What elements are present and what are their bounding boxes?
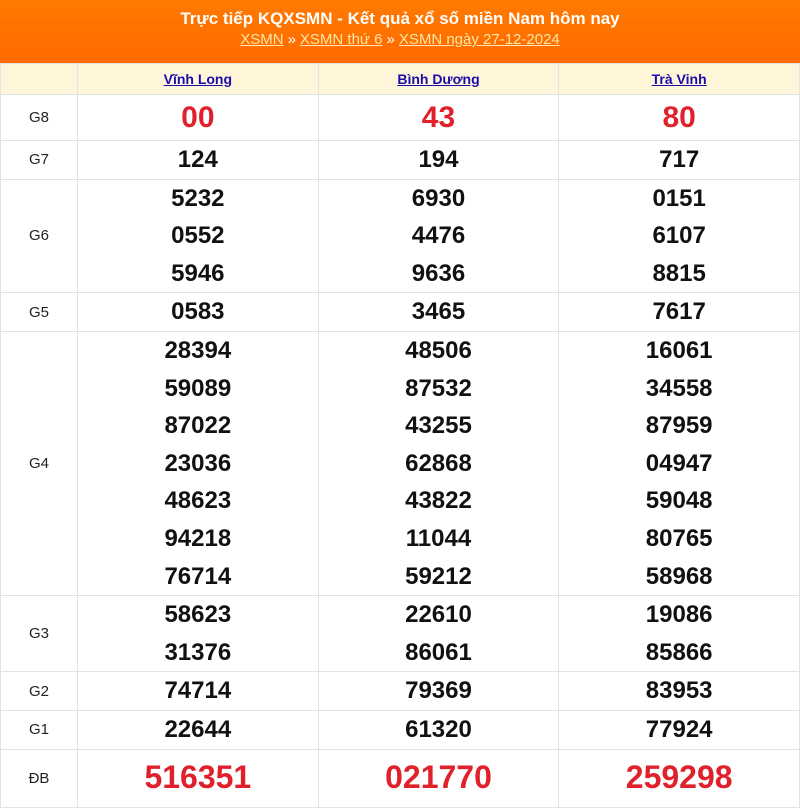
prize-row-g2 xyxy=(1,672,800,711)
prize-row-g8 xyxy=(1,95,800,141)
prize-number: 87022 xyxy=(164,412,232,440)
prize-number: 76714 xyxy=(164,562,232,590)
prize-cell xyxy=(78,141,319,180)
header-empty-cell xyxy=(1,64,78,95)
prize-number: 58623 xyxy=(164,601,232,629)
breadcrumb-xsmn-date[interactable]: XSMN ngày 27-12-2024 xyxy=(398,31,560,48)
prize-number: 85866 xyxy=(645,638,713,666)
prize-number: 0151 xyxy=(652,184,706,212)
prize-row-g6 xyxy=(1,179,800,293)
prize-cell xyxy=(559,293,800,332)
prize-number: 62868 xyxy=(405,449,472,477)
prize-number: 22610 xyxy=(405,601,472,629)
prize-number: 194 xyxy=(418,146,459,173)
prize-number: 34558 xyxy=(645,374,713,402)
prize-cell xyxy=(559,596,800,672)
prize-number: 19086 xyxy=(645,601,713,629)
prize-label: G1 xyxy=(1,710,78,749)
prize-number: 6107 xyxy=(652,222,706,250)
prize-cell xyxy=(78,749,319,807)
breadcrumb xyxy=(0,30,800,50)
prize-cell xyxy=(559,710,800,749)
prize-number: 04947 xyxy=(645,449,713,477)
prize-cell xyxy=(318,749,559,807)
prize-cell xyxy=(559,141,800,180)
prize-cell xyxy=(78,179,319,293)
prize-number: 43822 xyxy=(405,487,472,515)
prize-number: 00 xyxy=(181,100,215,134)
prize-number: 6930 xyxy=(411,184,466,212)
prize-label: G8 xyxy=(1,95,78,141)
prize-number: 9636 xyxy=(411,259,466,287)
prize-number: 11044 xyxy=(405,524,472,552)
prize-row-g1 xyxy=(1,710,800,749)
prize-cell xyxy=(559,749,800,807)
province-header xyxy=(78,64,319,95)
prize-number: 16061 xyxy=(645,336,713,364)
prize-cell xyxy=(559,672,800,711)
prize-cell xyxy=(78,672,319,711)
prize-number: 48623 xyxy=(164,487,232,515)
prize-number: 87959 xyxy=(645,412,713,440)
prize-number: 59089 xyxy=(164,374,232,402)
breadcrumb-xsmn[interactable]: XSMN xyxy=(240,31,284,48)
prize-number: 0583 xyxy=(171,298,225,326)
prize-label: G4 xyxy=(1,331,78,595)
prize-number: 717 xyxy=(659,146,700,173)
prize-row-g4 xyxy=(1,331,800,595)
prize-label: G2 xyxy=(1,672,78,711)
prize-number: 43 xyxy=(421,100,456,134)
prize-number: 3465 xyxy=(411,298,466,326)
prize-number: 74714 xyxy=(164,677,232,705)
breadcrumb-separator: » xyxy=(386,31,395,48)
prize-number: 58968 xyxy=(645,562,713,590)
table-header-row xyxy=(1,64,800,95)
prize-number: 59048 xyxy=(645,487,713,515)
prize-number: 0552 xyxy=(171,222,225,250)
prize-number: 7617 xyxy=(652,298,706,326)
prize-number: 86061 xyxy=(405,638,472,666)
prize-number: 79369 xyxy=(405,677,472,705)
page-title: Trực tiếp KQXSMN - Kết quả xổ số miền Nam hôm nay xyxy=(180,9,620,28)
prize-row-g7 xyxy=(1,141,800,180)
prize-cell xyxy=(78,596,319,672)
prize-cell xyxy=(318,596,559,672)
prize-number: 31376 xyxy=(164,638,232,666)
prize-cell xyxy=(78,293,319,332)
prize-number: 5946 xyxy=(171,259,225,287)
results-table xyxy=(0,63,800,808)
prize-cell xyxy=(318,710,559,749)
prize-cell xyxy=(318,95,559,141)
prize-number: 4476 xyxy=(411,222,466,250)
prize-number: 23036 xyxy=(164,449,232,477)
prize-number: 5232 xyxy=(171,184,225,212)
prize-cell xyxy=(78,710,319,749)
prize-cell xyxy=(318,179,559,293)
special-prize-number: 516351 xyxy=(144,759,252,796)
province-link-tra-vinh[interactable]: Trà Vinh xyxy=(651,71,707,87)
prize-number: 22644 xyxy=(164,715,232,743)
province-link-binh-duong[interactable]: Bình Dương xyxy=(397,71,480,87)
prize-number: 94218 xyxy=(164,524,232,552)
prize-number: 43255 xyxy=(405,412,472,440)
prize-number: 61320 xyxy=(405,715,472,743)
prize-cell xyxy=(318,293,559,332)
prize-number: 87532 xyxy=(405,374,472,402)
prize-label: G6 xyxy=(1,179,78,293)
prize-label: G7 xyxy=(1,141,78,180)
prize-number: 59212 xyxy=(405,562,472,590)
prize-cell xyxy=(559,179,800,293)
special-prize-number: 021770 xyxy=(385,759,492,796)
prize-label: ĐB xyxy=(1,749,78,807)
prize-label: G5 xyxy=(1,293,78,332)
prize-cell xyxy=(559,95,800,141)
prize-number: 8815 xyxy=(652,259,706,287)
prize-number: 80 xyxy=(662,100,696,134)
province-header xyxy=(559,64,800,95)
prize-row-g5 xyxy=(1,293,800,332)
prize-number: 83953 xyxy=(645,677,713,705)
prize-row-g3 xyxy=(1,596,800,672)
breadcrumb-separator: » xyxy=(287,31,296,48)
prize-cell xyxy=(318,331,559,595)
breadcrumb-xsmn-thu6[interactable]: XSMN thứ 6 xyxy=(299,31,383,48)
prize-cell xyxy=(559,331,800,595)
province-header xyxy=(318,64,559,95)
prize-number: 48506 xyxy=(405,336,472,364)
prize-cell xyxy=(78,95,319,141)
prize-number: 77924 xyxy=(645,715,713,743)
prize-cell xyxy=(78,331,319,595)
prize-row-special xyxy=(1,749,800,807)
page-header xyxy=(0,0,800,63)
prize-cell xyxy=(318,141,559,180)
prize-cell xyxy=(318,672,559,711)
prize-number: 80765 xyxy=(645,524,713,552)
prize-number: 28394 xyxy=(164,336,232,364)
prize-number: 124 xyxy=(177,146,218,173)
province-link-vinh-long[interactable]: Vĩnh Long xyxy=(163,71,233,87)
prize-label: G3 xyxy=(1,596,78,672)
special-prize-number: 259298 xyxy=(625,759,733,796)
